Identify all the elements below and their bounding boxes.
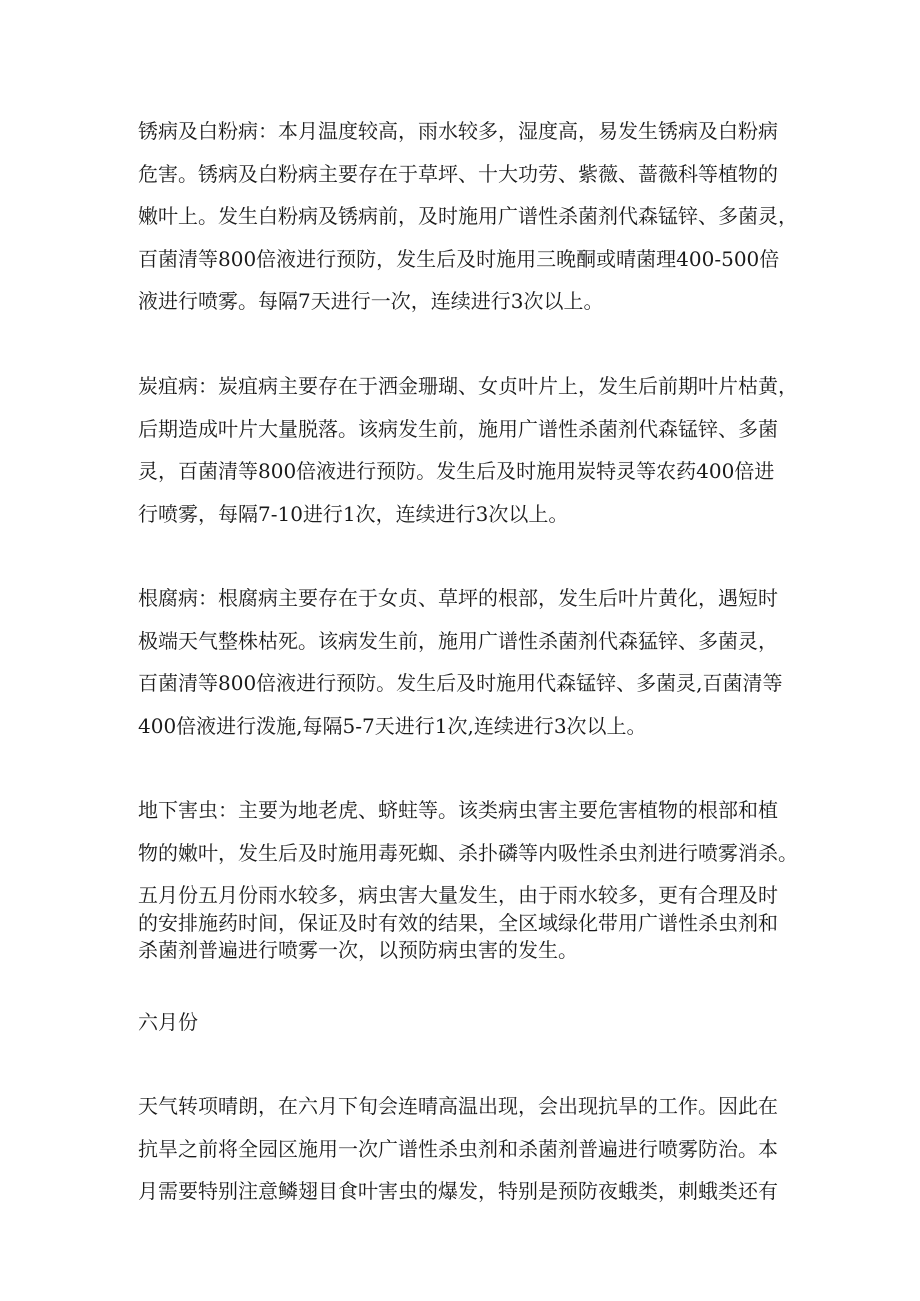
paragraph-june: 天气转项晴朗，在六月下旬会连晴高温出现，会出现抗旱的工作。因此在 抗旱之前将全园区施用一次广谱性杀虫剂和杀菌剂普遍进行喷雾防治。本 月需要特别注意鳞翅目食叶害虫的爆发，特别是预防夜蛾类，刺蛾类还有 — [138, 1094, 778, 1203]
section-heading-june: 六月份 — [138, 1010, 198, 1034]
paragraph-root-rot: 根腐病：根腐病主要存在于女贞、草坪的根部，发生后叶片黄化，遇短时 极端天气整株枯死。该病发生前，施用广谱性杀菌剂代森猛锌、多菌灵， 百菌清等800倍液进行预防。发生后及时施用代森锰锌、多菌灵,百菌清等 400倍液进行泼施,每隔5-7天进行1次,连续进行3次以上。 — [138, 586, 783, 738]
paragraph-underground-pests: 地下害虫：主要为地老虎、蛴蛀等。该类病虫害主要危害植物的根部和植 物的嫩叶，发生后及时施用毒死蜘、杀扑磷等内吸性杀虫剂进行喷雾消杀。 — [138, 798, 798, 865]
paragraph-rust-powdery-mildew: 锈病及白粉病：本月温度较高，雨水较多，湿度高，易发生锈病及白粉病 危害。锈病及白粉病主要存在于草坪、十大功劳、紫薇、蔷薇科等植物的 嫩叶上。发生白粉病及锈病前，及时施用广谱性杀菌剂代森锰锌、多菌灵， 百菌清等800倍液进行预防，发生后及时施用三晚酮或晴菌理400-500倍 液进行喷雾。每隔7天进行一次，连续进行3次以上。 — [138, 119, 798, 313]
paragraph-anthracnose: 炭疽病：炭疽病主要存在于洒金珊瑚、女贞叶片上，发生后前期叶片枯黄， 后期造成叶片大量脱落。该病发生前，施用广谱性杀菌剂代森锰锌、多菌 灵，百菌清等800倍液进行预防。发生后及时施用炭特灵等农药400倍进 行喷雾，每隔7-10进行1次，连续进行3次以上。 — [138, 374, 798, 526]
paragraph-may: 五月份五月份雨水较多，病虫害大量发生，由于雨水较多，更有合理及时 的安排施药时间，保证及时有效的结果，全区域绿化带用广谱性杀虫剂和 杀菌剂普遍进行喷雾一次，以预防病虫害的发生。 — [138, 883, 778, 962]
